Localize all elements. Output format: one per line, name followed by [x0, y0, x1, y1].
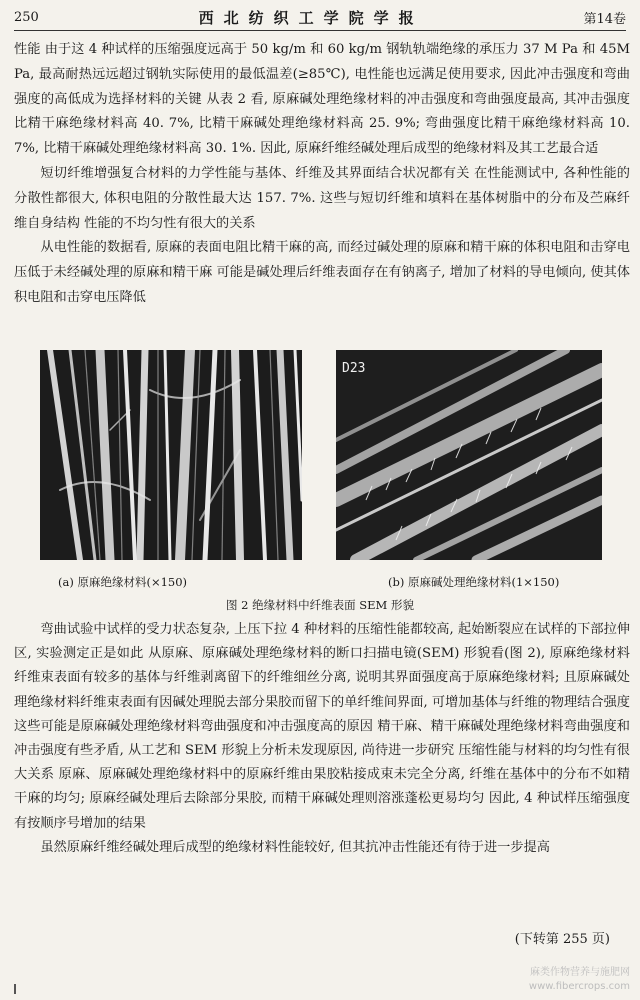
journal-title: 西北纺织工学院学报 [198, 8, 424, 27]
volume-label: 第14卷 [583, 11, 626, 27]
sem-label: D23 [342, 361, 366, 376]
sem-image-b [336, 350, 602, 560]
caption-a: (a) 原麻绝缘材料(×150) [58, 575, 188, 589]
sem-image-a [40, 350, 302, 560]
page-header [14, 4, 626, 31]
paragraph: 短切纤维增强复合材料的力学性能与基体、纤维及其界面结合状况都有关 在性能测试中, 各种性能的分散性都很大, 体积电阻的分散性最大达 157. 7%. 这些与短切纤维和填料在基体树脂中的分布及苎麻纤维自身结构 性能的不均匀性有很大的关系 [14, 165, 630, 231]
continuation-note: (下转第 255 页) [514, 932, 610, 947]
watermark-line: www.fibercrops.com [528, 981, 630, 992]
paragraph: 虽然原麻纤维经碱处理后成型的绝缘材料性能较好, 但其抗冲击性能还有待于进一步提高 [40, 839, 550, 855]
page-number: 250 [14, 9, 39, 25]
figure-2 [40, 350, 610, 560]
watermark-line: 麻类作物营养与施肥网 [530, 967, 630, 978]
paragraph: 性能 由于这 4 种试样的压缩强度远高于 50 kg/m 和 60 kg/m 钢轨轨端绝缘的承压力 37 M Pa 和 45M Pa, 最高耐热远远超过钢轨实际使用的最低温差(≥85℃), 电性能也远满足使用要求, 因此冲击强度和弯曲强度的高低成为选择材料的关键 从表 2 看, 原麻碱处理绝缘材料的冲击强度和弯曲强度最高, 其冲击强度比精干麻绝缘材料高 40. 7%, 比精干麻碱处理绝缘材料高 25. 9%; 弯曲强度比精干麻绝缘材料高 10. 7%, 比精干麻碱处理绝缘材料高 30. 1%. 因此, 原麻纤维经碱处理后成型的绝缘材料及其工艺最合适 [14, 42, 630, 157]
caption-b: (b) 原麻碱处理绝缘材料(1×150) [388, 575, 560, 589]
figure-caption: 图 2 绝缘材料中纤维表面 SEM 形貌 [226, 598, 414, 612]
corner-mark [14, 984, 28, 994]
body-text-bottom [14, 618, 630, 860]
paragraph: 从电性能的数据看, 原麻的表面电阻比精干麻的高, 而经过碱处理的原麻和精干麻的体积电阻和击穿电压低于未经碱处理的原麻和精干麻 可能是碱处理后纤维表面存在有钠离子, 增加了材料的导电倾向, 使其体积电阻和击穿电压降低 [14, 240, 630, 305]
body-text-top [14, 38, 630, 311]
watermark [529, 966, 630, 994]
paragraph: 弯曲试验中试样的受力状态复杂, 上压下拉 4 种材料的压缩性能都较高, 起始断裂应在试样的下部拉伸区, 实验测定正是如此 从原麻、原麻碱处理绝缘材料的断口扫描电镜(SEM) 形貌看(图 2), 原麻绝缘材料纤维束表面有较多的基体与纤维剥离留下的纤维细丝分离, 说明其界面强度高于原麻绝缘材料; 且原麻碱处理绝缘材料纤维束表面有因碱处理脱去部分果胶而留下的单纤维间界面, 可增加基体与纤维的物理结合强度 这些可能是原麻碱处理绝缘材料弯曲强度和冲击强度高的原因 精干麻、精干麻碱处理绝缘材料弯曲强度和冲击强度有些矛盾, 从工艺和 SEM 形貌上分析未发现原因, 尚待进一步研究 压缩性能与材料的均匀性有很大关系 原麻、原麻碱处理绝缘材料中的原麻纤维由果胶粘接成束未完全分离, 纤维在基体中的分布不如精干麻的均匀; 原麻经碱处理后去除部分果胶, 而精干麻碱处理则溶涨蓬松更易均匀 因此, 4 种试样压缩强度有按顺序号增加的结果 [14, 622, 630, 831]
